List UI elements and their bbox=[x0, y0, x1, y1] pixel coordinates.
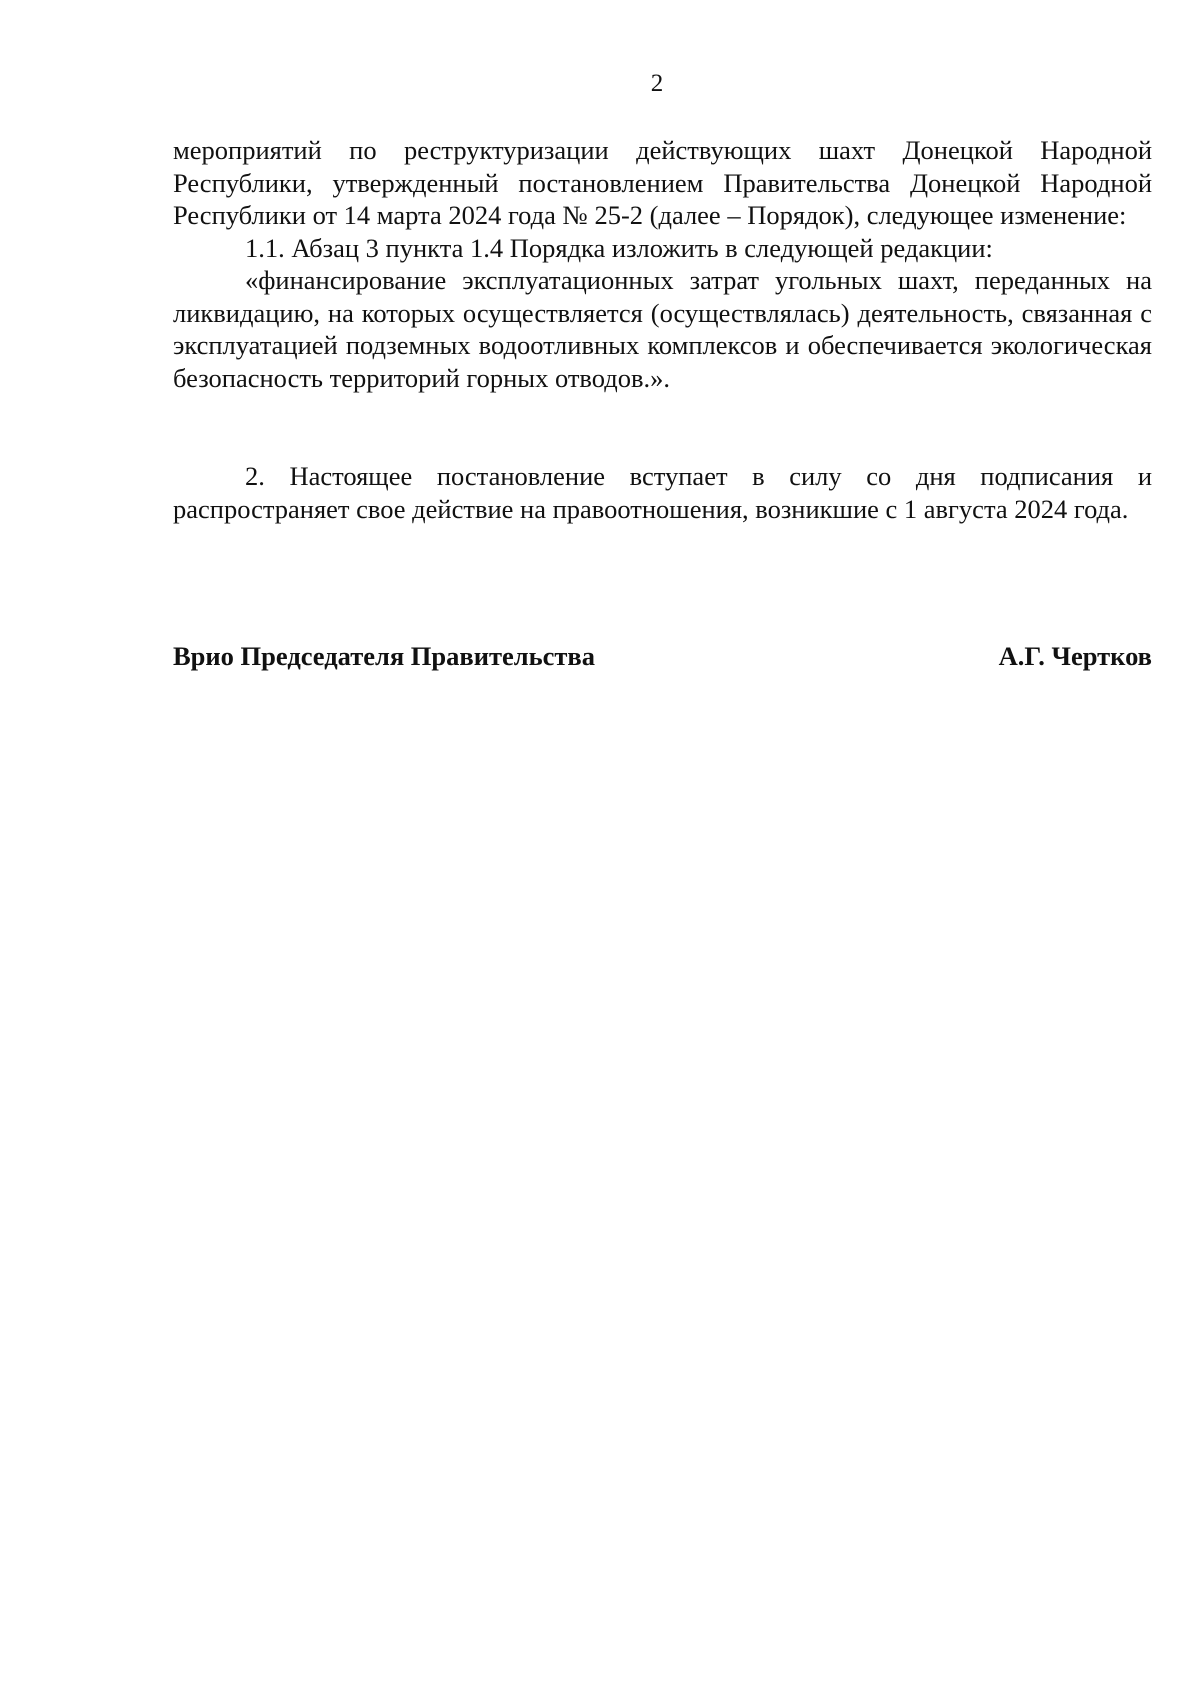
paragraph-quote: «финансирование эксплуатационных затрат угольных шахт, переданных на ликвидацию, на которых осуществляется (осуществлялась) деятельность, связанная с эксплуатацией подземных водоотливных комплексов и обеспечивается экологическая безопасность территорий горных отводов.». bbox=[173, 265, 1152, 393]
document-body-section-2 bbox=[173, 460, 1152, 525]
page-number: 2 bbox=[650, 70, 664, 97]
signature-block bbox=[173, 640, 1152, 672]
paragraph-item-2: 2. Настоящее постановление вступает в силу со дня подписания и распространяет свое действие на правоотношения, возникшие с 1 августа 2024 года. bbox=[173, 461, 1152, 524]
document-body bbox=[173, 134, 1152, 394]
paragraph-item-1-1: 1.1. Абзац 3 пункта 1.4 Порядка изложить в следующей редакции: bbox=[245, 232, 993, 263]
paragraph-continuation: мероприятий по реструктуризации действующих шахт Донецкой Народной Республики, утвержденный постановлением Правительства Донецкой Народной Республики от 14 марта 2024 года № 25-2 (далее – Порядок), следующее изменение: bbox=[173, 135, 1152, 230]
signatory-name: А.Г. Чертков bbox=[998, 641, 1152, 671]
signatory-position: Врио Председателя Правительства bbox=[173, 641, 595, 671]
